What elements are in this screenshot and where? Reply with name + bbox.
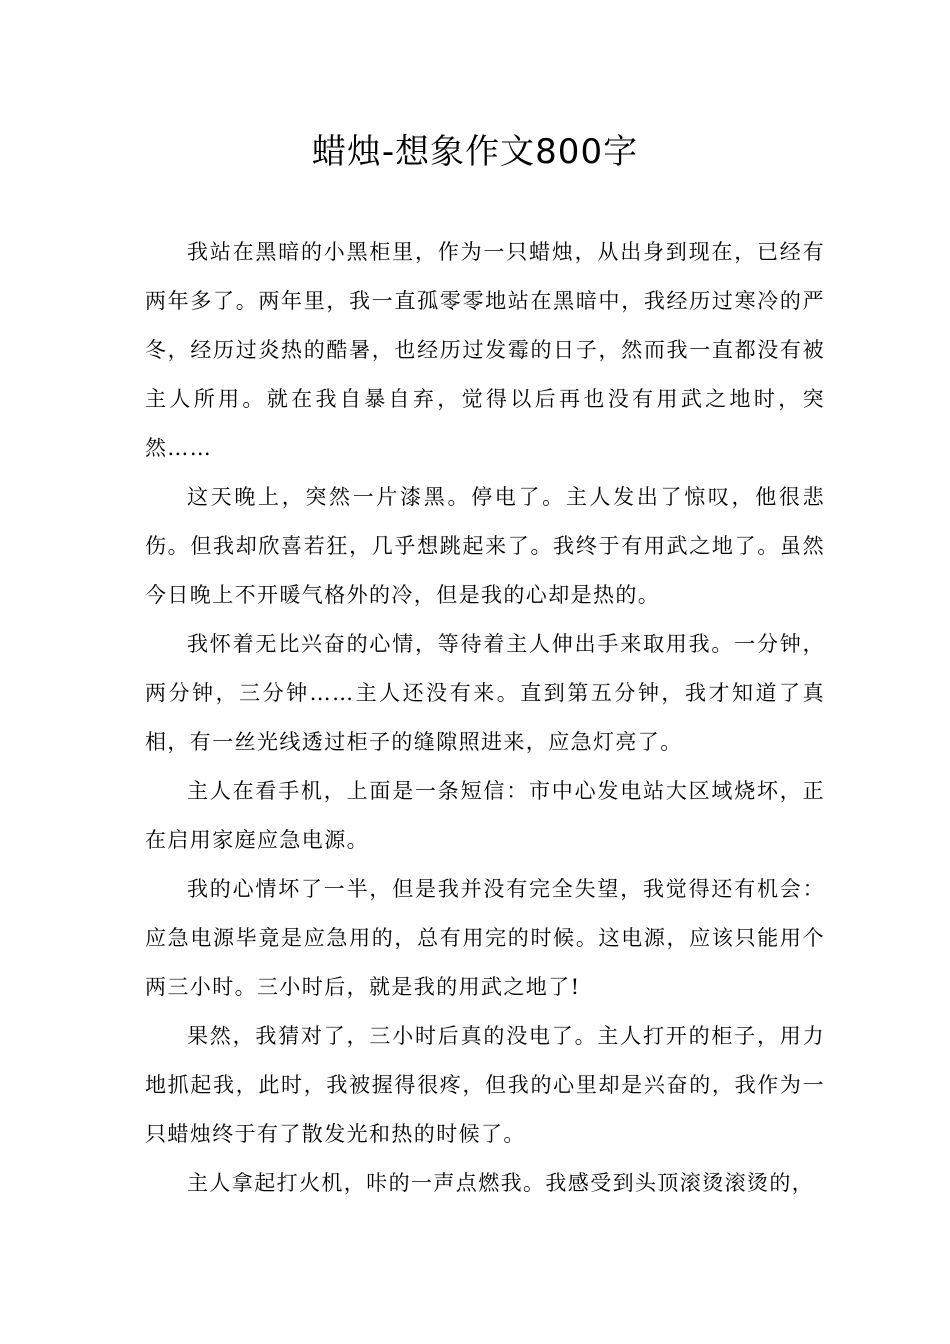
paragraph: 我的心情坏了一半，但是我并没有完全失望，我觉得还有机会：应急电源毕竟是应急用的，总有用完的时候。这电源，应该只能用个两三小时。三小时后，就是我的用武之地了! [145,877,825,999]
paragraph: 果然，我猜对了，三小时后真的没电了。主人打开的柜子，用力地抓起我，此时，我被握得很疼，但我的心里却是兴奋的，我作为一只蜡烛终于有了散发光和热的时候了。 [145,1024,825,1146]
paragraph: 我怀着无比兴奋的心情，等待着主人伸出手来取用我。一分钟，两分钟，三分钟……主人还没有来。直到第五分钟，我才知道了真相，有一丝光线透过柜子的缝隙照进来，应急灯亮了。 [145,632,825,754]
document-title: 蜡烛-想象作文800字 [311,132,639,172]
paragraph: 主人在看手机，上面是一条短信：市中心发电站大区域烧坏，正在启用家庭应急电源。 [145,779,825,852]
paragraph: 这天晚上，突然一片漆黑。停电了。主人发出了惊叹，他很悲伤。但我却欣喜若狂，几乎想跳起来了。我终于有用武之地了。虽然今日晚上不开暖气格外的冷，但是我的心却是热的。 [145,485,825,607]
paragraph: 主人拿起打火机，咔的一声点燃我。我感受到头顶滚烫滚烫的， [187,1171,815,1195]
document-body [145,228,825,1208]
paragraph: 我站在黑暗的小黑柜里，作为一只蜡烛，从出身到现在，已经有两年多了。两年里，我一直孤零零地站在黑暗中，我经历过寒冷的严冬，经历过炎热的酷暑，也经历过发霉的日子，然而我一直都没有被主人所用。就在我自暴自弃，觉得以后再也没有用武之地时，突然…… [145,240,825,460]
